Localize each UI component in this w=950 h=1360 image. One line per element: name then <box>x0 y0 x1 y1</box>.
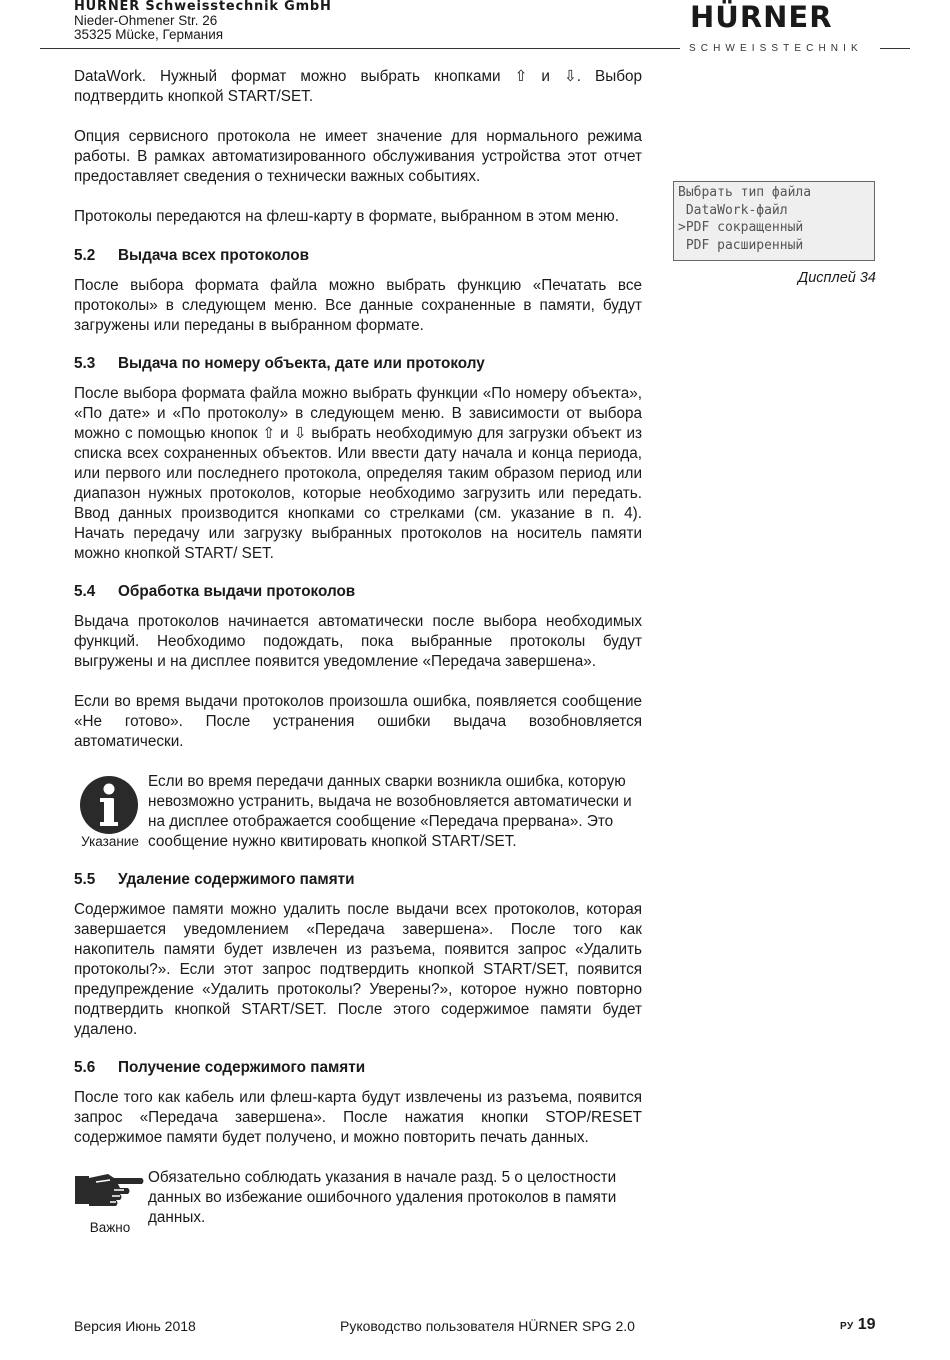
section-title: Обработка выдачи протоколов <box>118 583 356 600</box>
display-line: >PDF сокращенный <box>678 220 804 235</box>
section-title: Удаление содержимого памяти <box>118 871 355 888</box>
display-caption: Дисплей 34 <box>798 270 876 286</box>
important-note-text: Обязательно соблюдать указания в начале разд. 5 о целостности данных во избежание ошибочного удаления протоколов в памяти данных. <box>148 1169 617 1226</box>
info-note-text: Если во время передачи данных сварки возникла ошибка, которую невозможно устранить, выдача не возобновляется автоматически и на дисплее отображается сообщение «Передача прервана». Это сообщение нужно квитировать кнопкой START/SET. <box>148 773 632 850</box>
section-number: 5.3 <box>74 355 96 372</box>
footer-language: РУ <box>840 1321 854 1332</box>
display-line: Выбрать тип файла <box>678 185 812 200</box>
display-line: PDF расширенный <box>678 237 804 253</box>
section-number: 5.5 <box>74 871 96 888</box>
footer-manual-title: Руководство пользователя HÜRNER SPG 2.0 <box>340 1318 635 1334</box>
company-city: 35325 Mücke, Германия <box>74 27 224 42</box>
section-5-4-paragraph-2: Если во время выдачи протоколов произошла ошибка, появляется сообщение «Не готово». После устранения ошибки выдача возобновляется автоматически. <box>74 693 642 750</box>
pointing-hand-icon <box>74 1168 146 1212</box>
footer-version: Версия Июнь 2018 <box>74 1318 196 1334</box>
section-5-6-paragraph: После того как кабель или флеш-карта будут извлечены из разъема, появится запрос «Передача завершена». После нажатия кнопки STOP/RESET содержимое памяти будет получено, и можно повторить печать данных. <box>74 1089 642 1146</box>
brand-logo-subtitle: SCHWEISSTECHNIK <box>689 43 863 54</box>
section-heading-5-6 <box>74 1058 642 1078</box>
intro-paragraph-2: Опция сервисного протокола не имеет значение для нормального режима работы. В рамках автоматизированного обслуживания устройства этот отчет предоставляет сведения о технически важных событиях. <box>74 128 642 185</box>
section-number: 5.6 <box>74 1059 96 1076</box>
header-rule <box>40 48 680 49</box>
section-heading-5-5 <box>74 870 642 890</box>
page-number <box>840 1316 876 1334</box>
company-name: HÜRNER Schweisstechnik GmbH <box>74 0 332 14</box>
section-5-5-paragraph: Содержимое памяти можно удалить после выдачи всех протоколов, которая завершается уведомлением «Передача завершена». После того как накопитель памяти будет извлечен из разъема, появится запрос «Удалить протоколы?». Если этот запрос подтвердить кнопкой START/SET, появится предупреждение «Удалить протоколы? Уверены?», которое нужно повторно подтвердить кнопкой START/SET. После этого содержимое памяти будет удалено. <box>74 901 642 1038</box>
brand-logo: HÜRNER <box>690 0 833 34</box>
section-title: Получение содержимого памяти <box>118 1059 366 1076</box>
header-rule-right <box>880 48 910 49</box>
intro-paragraph-1: DataWork. Нужный формат можно выбрать кнопками ⇧ и ⇩. Выбор подтвердить кнопкой START/SET. <box>74 68 642 105</box>
section-number: 5.2 <box>74 247 96 264</box>
section-heading-5-3 <box>74 354 642 374</box>
section-5-2-paragraph: После выбора формата файла можно выбрать функцию «Печатать все протоколы» в следующем меню. Все данные сохраненные в памяти, будут загружены или переданы в выбранном формате. <box>74 277 642 334</box>
section-number: 5.4 <box>74 583 96 600</box>
section-title: Выдача по номеру объекта, дате или протоколу <box>118 355 485 372</box>
info-note-label: Указание <box>81 834 139 849</box>
section-heading-5-2 <box>74 246 642 266</box>
important-note-label: Важно <box>89 1220 131 1235</box>
intro-paragraph-3: Протоколы передаются на флеш-карту в формате, выбранном в этом меню. <box>74 208 620 225</box>
section-5-4-paragraph-1: Выдача протоколов начинается автоматически после выбора необходимых функций. Необходимо подождать, пока выбранные протоколы будут выгружены и на дисплее появится уведомление «Передача завершена». <box>74 613 642 670</box>
section-5-3-paragraph: После выбора формата файла можно выбрать функции «По номеру объекта», «По дате» и «По протоколу» в следующем меню. В зависимости от выбора можно с помощью кнопок ⇧ и ⇩ выбрать необходимую для загрузки объект из списка всех сохраненных объектов. Или ввести дату начала и конца периода, или первого или последнего протокола, определяя таким образом период или диапазон нужных протоколов, которые необходимо загрузить или передать. Ввод данных производится кнопками со стрелками (см. указание в п. 4). Начать передачу или загрузку выбранных протоколов на носитель памяти можно кнопкой START/ SET. <box>74 385 642 562</box>
display-line: DataWork-файл <box>678 202 788 218</box>
company-address <box>74 0 574 42</box>
section-heading-5-4 <box>74 582 642 602</box>
device-display <box>673 181 875 261</box>
section-title: Выдача всех протоколов <box>118 247 310 264</box>
company-street: Nieder-Ohmener Str. 26 <box>74 13 218 28</box>
info-icon <box>78 774 140 836</box>
page-number-value: 19 <box>857 1316 876 1333</box>
